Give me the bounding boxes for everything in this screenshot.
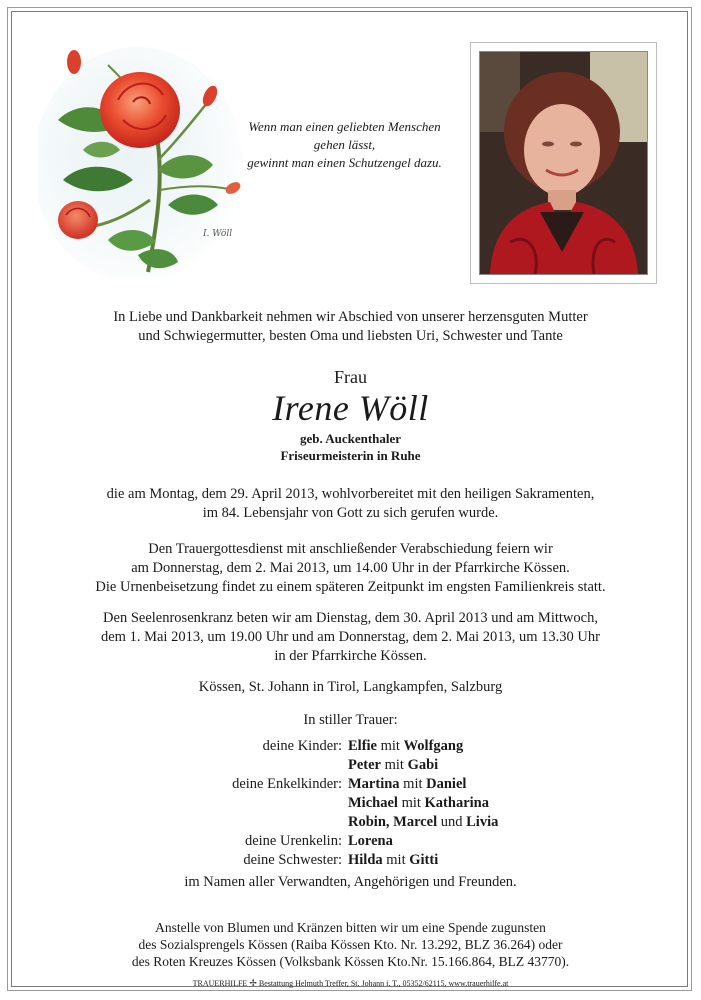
- maiden-name: geb. Auckenthaler: [299, 431, 402, 446]
- partner-name: Daniel: [426, 776, 467, 792]
- closing-line: im Namen aller Verwandten, Angehörigen und Freunden.: [184, 874, 517, 890]
- family-row: [18, 813, 683, 832]
- family-row: [18, 756, 683, 775]
- occupation: Friseurmeisterin in Ruhe: [280, 448, 421, 463]
- rosary-line-1: Den Seelenrosenkranz beten wir am Dienstag, dem 30. April 2013 und am Mittwoch,: [103, 610, 598, 626]
- donation-line-3: des Roten Kreuzes Kössen (Volksbank Kössen Kto.Nr. 15.166.864, BLZ 43770).: [131, 954, 570, 969]
- children-label: deine Kinder:: [262, 738, 342, 754]
- intro-line-2: und Schwiegermutter, besten Oma und liebsten Uri, Schwester und Tante: [138, 328, 563, 344]
- sister-label: deine Schwester:: [243, 852, 342, 868]
- quote-line-2: gehen lässt,: [313, 137, 376, 152]
- sister-name: Hilda: [348, 852, 383, 868]
- grandchildren-label: deine Enkelkinder:: [232, 776, 342, 792]
- service-line-2: am Donnerstag, dem 2. Mai 2013, um 14.00 Uhr in der Pfarrkirche Kössen.: [131, 560, 570, 576]
- donation-line-2: des Sozialsprengels Kössen (Raiba Kössen Kto. Nr. 13.292, BLZ 36.264) oder: [138, 937, 563, 952]
- intro-text: [18, 308, 683, 346]
- service-line-1: Den Trauergottesdienst mit anschließender Verabschiedung feiern wir: [148, 541, 553, 557]
- intro-line-1: In Liebe und Dankbarkeit nehmen wir Abschied von unserer herzensguten Mutter: [113, 309, 588, 325]
- portrait-frame: [470, 42, 657, 284]
- salutation: Frau: [334, 367, 367, 387]
- connector: mit: [397, 795, 425, 811]
- footer-text: Bestattung Helmuth Treffer, St. Johann i. T., 05352/62115, www.trauerhilfe.at: [258, 979, 509, 988]
- great-grandchild-name: Lorena: [348, 833, 393, 849]
- quote-line-1: Wenn man einen geliebten Menschen: [248, 119, 441, 134]
- footer-brand: TRAUERHILFE: [192, 979, 248, 988]
- mourning-heading: In stiller Trauer:: [303, 712, 398, 728]
- family-list: [18, 737, 683, 870]
- family-row: [18, 794, 683, 813]
- rose-signature: I. Wöll: [203, 229, 233, 239]
- family-row: [18, 851, 683, 870]
- donation-request: [18, 919, 683, 970]
- family-row: [18, 775, 683, 794]
- grandchild-name: Robin, Marcel: [348, 814, 438, 830]
- child-name: Elfie: [348, 738, 377, 754]
- deceased-name: Irene Wöll: [272, 388, 429, 428]
- service-line-3: Die Urnenbeisetzung findet zu einem späteren Zeitpunkt im engsten Familienkreis statt.: [95, 579, 606, 595]
- family-row: [18, 737, 683, 756]
- family-row: [18, 832, 683, 851]
- cross-icon: ✢: [249, 978, 257, 988]
- rose-illustration: [38, 40, 248, 280]
- child-name: Peter: [348, 757, 381, 773]
- quote-line-3: gewinnt man einen Schutzengel dazu.: [247, 155, 442, 170]
- donation-line-1: Anstelle von Blumen und Kränzen bitten wir um eine Spende zugunsten: [155, 920, 546, 935]
- death-line-1: die am Montag, dem 29. April 2013, wohlvorbereitet mit den heiligen Sakramenten,: [106, 486, 595, 502]
- partner-name: Katharina: [424, 795, 489, 811]
- places: Kössen, St. Johann in Tirol, Langkampfen, Salzburg: [198, 679, 503, 695]
- grandchild-name: Livia: [466, 814, 499, 830]
- rosary-line-3: in der Pfarrkirche Kössen.: [274, 648, 427, 664]
- connector: mit: [377, 738, 404, 754]
- great-grandchild-label: deine Urenkelin:: [244, 833, 342, 849]
- footer-imprint: [18, 978, 683, 989]
- service-info: [18, 540, 683, 597]
- rosary-line-2: dem 1. Mai 2013, um 19.00 Uhr und am Donnerstag, dem 2. Mai 2013, um 13.30 Uhr: [101, 629, 600, 645]
- memorial-quote: [222, 118, 467, 172]
- deceased-details: [18, 430, 683, 464]
- connector: mit: [382, 852, 410, 868]
- death-notice: [18, 485, 683, 523]
- grandchild-name: Michael: [348, 795, 398, 811]
- rosary-info: [18, 609, 683, 666]
- portrait-photo: [479, 51, 648, 275]
- death-line-2: im 84. Lebensjahr von Gott zu sich gerufen wurde.: [202, 505, 499, 521]
- connector: und: [437, 814, 467, 830]
- partner-name: Wolfgang: [403, 738, 464, 754]
- connector: mit: [399, 776, 427, 792]
- partner-name: Gabi: [407, 757, 439, 773]
- connector: mit: [381, 757, 408, 773]
- grandchild-name: Martina: [348, 776, 400, 792]
- partner-name: Gitti: [409, 852, 439, 868]
